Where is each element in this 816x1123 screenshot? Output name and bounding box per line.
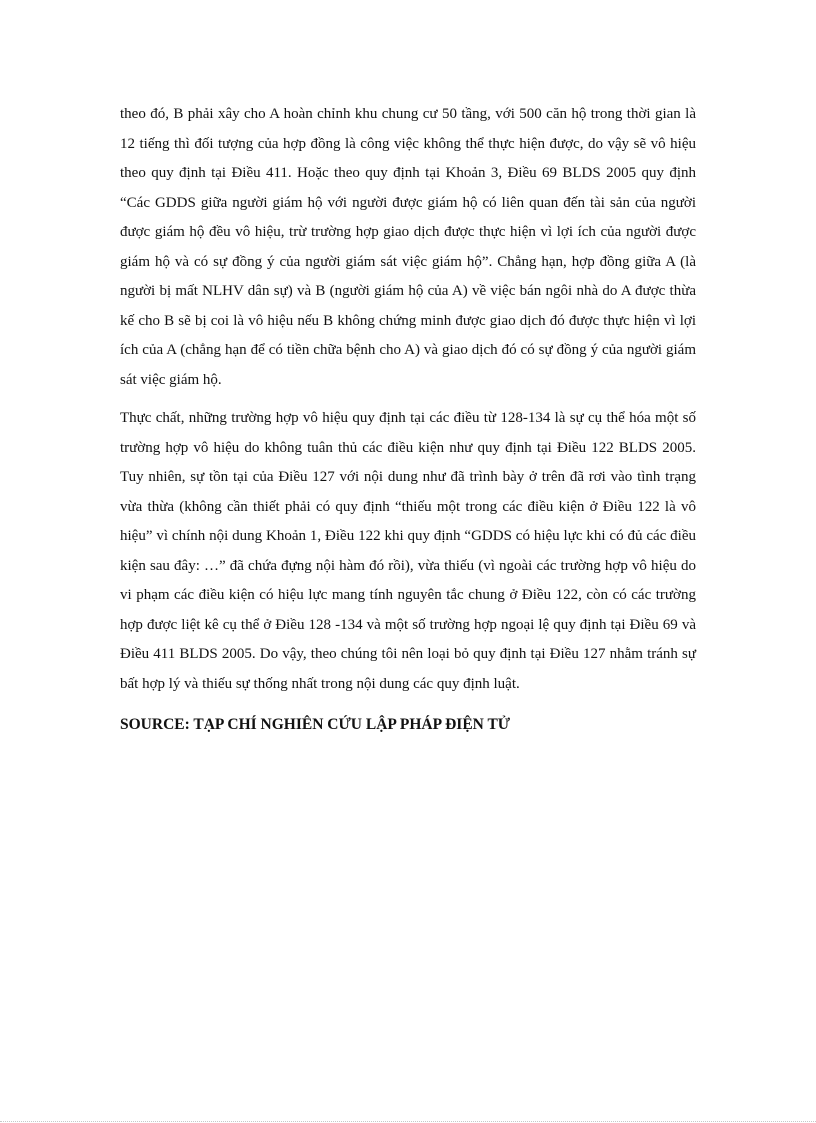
document-body [120,100,696,739]
paragraph-2: Thực chất, những trường hợp vô hiệu quy định tại các điều từ 128-134 là sự cụ thể hóa một số trường hợp vô hiệu do không tuân thủ các điều kiện như quy định tại Điều 122 BLDS 2005. Tuy nhiên, sự tồn tại của Điều 127 với nội dung như đã trình bày ở trên đã rơi vào tình trạng vừa thừa (không cần thiết phải có quy định “thiếu một trong các điều kiện ở Điều 122 là vô hiệu” vì chính nội dung Khoản 1, Điều 122 khi quy định “GDDS có hiệu lực khi có đủ các điều kiện sau đây: …” đã chứa đựng nội hàm đó rồi), vừa thiếu (vì ngoài các trường hợp vô hiệu do vi phạm các điều kiện có hiệu lực mang tính nguyên tắc chung ở Điều 122, còn có các trường hợp được liệt kê cụ thể ở Điều 128 -134 và một số trường hợp ngoại lệ quy định tại Điều 69 và Điều 411 BLDS 2005. Do vậy, theo chúng tôi nên loại bỏ quy định tại Điều 127 nhằm tránh sự bất hợp lý và thiếu sự thống nhất trong nội dung các quy định luật. [120,410,696,692]
paragraph-1: theo đó, B phải xây cho A hoàn chỉnh khu chung cư 50 tầng, với 500 căn hộ trong thời gian là 12 tiếng thì đối tượng của hợp đồng là công việc không thể thực hiện được, do vậy sẽ vô hiệu theo quy định tại Điều 411. Hoặc theo quy định tại Khoản 3, Điều 69 BLDS 2005 quy định “Các GDDS giữa người giám hộ với người được giám hộ có liên quan đến tài sản của người được giám hộ đều vô hiệu, trừ trường hợp giao dịch được thực hiện vì lợi ích của người được giám hộ và có sự đồng ý của người giám sát việc giám hộ”. Chẳng hạn, hợp đồng giữa A (là người bị mất NLHV dân sự) và B (người giám hộ của A) về việc bán ngôi nhà do A được thừa kế cho B sẽ bị coi là vô hiệu nếu B không chứng minh được giao dịch đó được thực hiện vì lợi ích của A (chẳng hạn để có tiền chữa bệnh cho A) và giao dịch đó có sự đồng ý của người giám sát việc giám hộ. [120,106,696,388]
page-bottom-border [0,1121,816,1122]
source-line: SOURCE: TẠP CHÍ NGHIÊN CỨU LẬP PHÁP ĐIỆN TỬ [120,716,511,733]
